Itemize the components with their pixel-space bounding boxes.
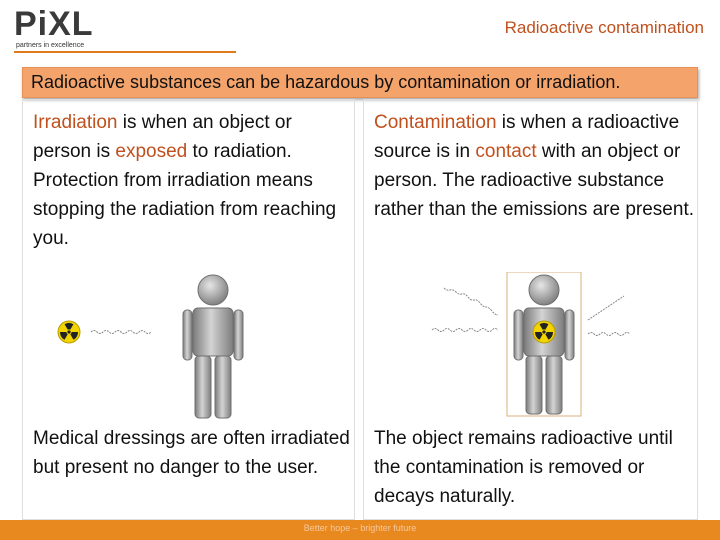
logo-tagline: partners in excellence bbox=[16, 42, 85, 49]
radiation-trefoil-icon bbox=[533, 321, 555, 343]
irradiation-term: Irradiation bbox=[33, 112, 118, 133]
radiation-wave-icon bbox=[444, 288, 498, 315]
banner-text: Radioactive substances can be hazardous by contamination or irradiation. bbox=[31, 72, 621, 92]
contamination-definition bbox=[374, 108, 697, 224]
contamination-panel bbox=[363, 99, 698, 520]
irradiation-text-2: to radiation. Protection from irradiation means stopping the radiation from reaching you. bbox=[33, 141, 337, 249]
contact-keyword: contact bbox=[475, 141, 537, 162]
slide-title: Radioactive contamination bbox=[504, 18, 704, 37]
radiation-wave-icon bbox=[432, 329, 498, 332]
header-divider bbox=[14, 51, 236, 53]
irradiation-panel bbox=[22, 99, 355, 520]
contamination-figure bbox=[414, 272, 664, 422]
contamination-term: Contamination bbox=[374, 112, 497, 133]
logo-text: PiXL bbox=[14, 5, 94, 43]
person-figure-icon bbox=[514, 275, 574, 414]
pixl-logo bbox=[14, 4, 244, 54]
contamination-text-1: is when a radioactive source is in bbox=[374, 112, 680, 162]
contamination-caption: The object remains radioactive until the contamination is removed or decays naturally. bbox=[374, 428, 673, 507]
radiation-wave-icon bbox=[91, 331, 151, 334]
footer-bar bbox=[0, 520, 720, 540]
exposed-keyword: exposed bbox=[115, 141, 188, 162]
radiation-trefoil-icon bbox=[58, 321, 80, 343]
irradiation-text-1: is when an object or person is bbox=[33, 112, 292, 162]
intro-banner bbox=[22, 67, 698, 98]
irradiation-definition bbox=[33, 108, 354, 253]
contamination-text-2: with an object or person. The radioactive substance rather than the emissions are present. bbox=[374, 141, 695, 220]
person-figure-icon bbox=[183, 275, 243, 418]
radiation-wave-icon bbox=[588, 333, 630, 336]
irradiation-figure bbox=[47, 272, 347, 422]
footer-tagline: Better hope – brighter future bbox=[303, 523, 417, 533]
irradiation-caption: Medical dressings are often irradiated but present no danger to the user. bbox=[33, 428, 350, 478]
radiation-wave-icon bbox=[588, 296, 624, 320]
